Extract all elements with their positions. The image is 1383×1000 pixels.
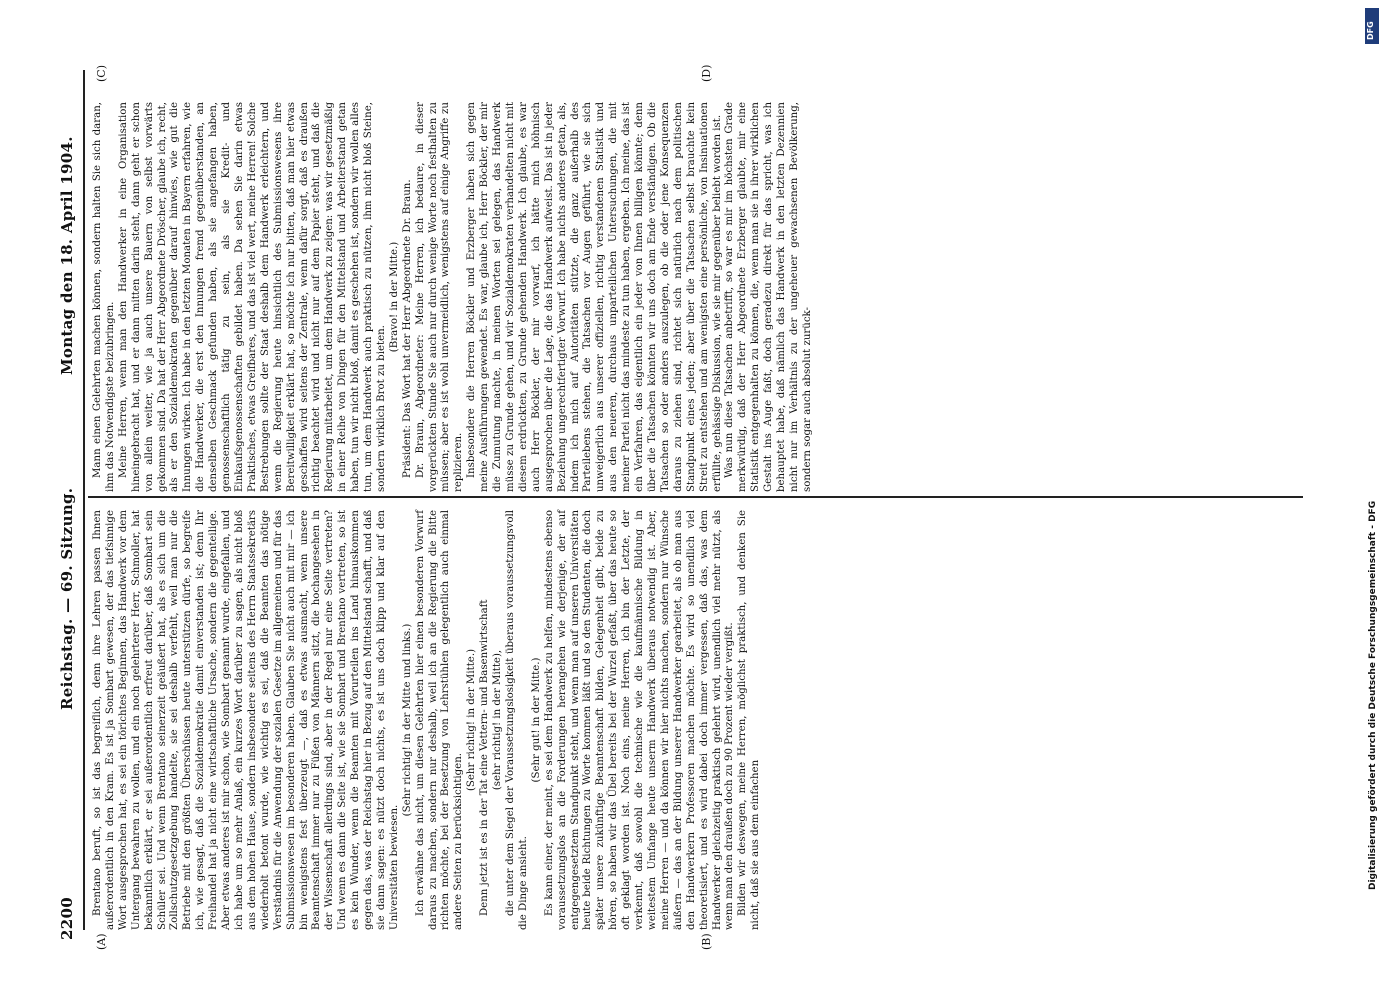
right-column-paragraph: Präsident: Das Wort hat der Herr Abgeordnete Dr. Braun. xyxy=(401,179,413,478)
left-column-paragraph: (Sehr richtig! in der Mitte.) xyxy=(466,648,478,792)
right-column xyxy=(92,102,815,492)
left-column-paragraph: (Sehr gut! in der Mitte.) xyxy=(530,657,542,783)
left-column-paragraph: Brentano beruft, so ist das begreiflich, denn ihre Lehren passen Ihnen außerordentlich in den Kram. Es ist ja Sombart gewesen, der das tiefsinnige Wort ausgesprochen hat, es sei ein törichtes Beginnen, das Handwerk vor dem Untergang bewahren zu wollen, und ein noch gelehrterer Herr, Schmoller, hat bekanntlich erklärt, er sei außerordentlich erfreut darüber, daß Sombart sein Schüler sei. Und wenn Brentano seinerzeit geäußert hat, als es sich um die Zollschutzgesetzgebung handelte, sie sei deshalb verfehlt, weil man nur die Betriebe mit den größten Überschüssen heute unterstützen dürfe, so begreife ich, wie gesagt, daß die Sozialdemokratie damit einverstanden ist; denn Ihr Freihandel hat ja nicht eine wirtschaftliche Ursache, sondern die gegenteilige. Aber etwas anderes ist mir schon, wie Sombart genannt wurde, eingefallen, und ich habe um so mehr Anlaß, ein kurzes Wort darüber zu sagen, als nicht bloß aus dem hohen Hause, sondern insbesondere seitens des Herrn Staatssekretärs wiederholt betont wurde, wie wichtig es sei, daß die Beamten das nötige Verständnis für die Anwendung der sozialen Gesetze im allgemeinen und für das Submissionswesen im besonderen haben. Glauben Sie nicht auch mit mir — ich bin wenigstens fest überzeugt —, daß es etwas ausmacht, wenn unsere Beamtenschaft immer nur zu Füßen von Männern sitzt, die hochangesehen in der Wissenschaft allerdings sind, aber in der Regel nur eine Seite vertreten? Und wenn es dann die Seite ist, wie sie Sombart und Brentano vertreten, so ist es kein Wunder, wenn die Beamten mit Vorurteilen ins Land hinauskommen gegen das, was der Reichstag hier in Bezug auf den Mittelstand schafft, und daß sie dann sagen: es nützt doch nichts, es ist uns doch klipp und klar auf den Universitäten bewiesen. xyxy=(92,510,400,930)
right-column-paragraph: Was nun diese Tatsachen anbetrifft, so war es mir im höchsten Grade merkwürdig, daß der Herr Abgeordnete Erzberger glaubte, mir eine Statistik entgegenhalten zu können, die, wenn man sie in ihrer wirklichen Gestalt ins Auge faßt, doch geradezu direkt für das spricht, was ich behauptet habe, daß nämlich das Handwerk in den letzten Dezennien nicht nur im Verhältnis zu der ungeheuer gewachsenen Bevölkerung, sondern sogar auch absolut zurück- xyxy=(724,102,813,492)
right-column-paragraph: Dr. Braun, Abgeordneter: Meine Herren, ich bedaure, in dieser vorgerückten Stunde Sie auch nur durch wenige Worte noch festhalten zu müssen; aber es ist wohl unvermeidlich, wenigstens auf einige Angriffe zu replizieren. xyxy=(414,102,465,492)
right-column-paragraph: Mann einen Gelehrten machen können, sondern halten Sie sich daran, ihm das Notwendigste beizubringen. xyxy=(92,102,116,492)
left-column-paragraph: (Sehr richtig! in der Mitte und links.) xyxy=(401,623,413,817)
left-column-paragraph: Denn jetzt ist es in der Tat eine Vettern- und Basenwirtschaft xyxy=(479,599,491,916)
margin-marker-b: (B) xyxy=(700,933,713,950)
digitization-credit: Digitalisierung gefördert durch die Deutsche Forschungsgemeinschaft - DFG xyxy=(1368,500,1378,890)
right-column-paragraph: (Bravo! in der Mitte.) xyxy=(388,241,400,353)
column-separator xyxy=(88,496,1303,498)
header-rule xyxy=(83,70,85,930)
margin-marker-c: (C) xyxy=(95,65,108,82)
left-column xyxy=(92,510,763,930)
margin-marker-a: (A) xyxy=(95,933,108,950)
page-number: 2200 xyxy=(58,897,76,940)
dfg-logo: DFG xyxy=(1365,8,1379,44)
right-column-paragraph: Meine Herren, wenn man den Handwerker in eine Organisation hineingebracht hat, und er dann mitten darin steht, dann geht er schon von allein weiter, wie ja auch unsere Bauern von selbst vorwärts gekommen sind. Da hat der Herr Abgeordnete Dröscher, glaube ich, recht, als er den Sozialdemokraten gegenüber darauf hinwies, wie gut die Innungen wirken. Ich habe in den letzten Monaten in Bayern erfahren, wie die Handwerker, die erst den Innungen fremd gegenüberstanden, an denselben Geschmack gefunden haben, als sie angefangen haben, genossenschaftlich tätig zu sein, als sie Kredit- und Einkaufsgenossenschaften gebildet haben. Da sehen Sie darin etwas Praktisches, etwas Greifbares, und das ist viel wert, meine Herren! Solche Bestrebungen sollte der Staat deshalb dem Handwerk erleichtern, und wenn die Regierung heute hinsichtlich des Submissionswesens ihre Bereitwilligkeit erklärt hat, so möchte ich nur bitten, daß man hier etwas geschaffen wird seitens der Zentrale, wenn dafür sorgt, daß es draußen richtig beachtet wird und nicht nur auf dem Papier steht, und daß die Regierung mitarbeitet, um dem Handwerk zu zeigen: was wir gesetzmäßig in einer Reihe von Dingen für den Mittelstand und Arbeiterstand getan haben, tun wir nicht bloß, damit es geschehen ist, sondern wir wollen alles tun, um dem Handwerk auch praktisch zu nützen, ihm nicht bloß Steine, sondern wirklich Brot zu bieten. xyxy=(117,102,387,492)
right-column-paragraph: Insbesondere die Herren Böckler und Erzberger haben sich gegen meine Ausführungen gewendet. Es war, glaube ich, Herr Böckler, der mir die Zumutung machte, in meinen Worten sei gelegen, das Handwerk müsse zu Grunde gehen, und wir Sozialdemokraten verhandelten nicht mit diesem erdrückten, zu Grunde gehenden Handwerk. Ich glaube, es war auch Herr Böckler, der mir vorwarf, ich hätte mich höhnisch ausgesprochen über die Lage, die das Handwerk aufweist. Das ist in jeder Beziehung ungerechtfertigter Vorwurf. Ich habe nichts anderes getan, als, indem ich mich auf Autoritäten stützte, die ganz außerhalb des Parteilebens stehen, die Tatsachen vor Augen geführt, wie sie sich unweigerlich aus unserer offiziellen, richtig verstandenen Statistik und aus den neueren, durchaus unparteilichen Untersuchungen, die mit meiner Partei nicht das mindeste zu tun haben, ergeben. Ich meine, das ist ein Verfahren, das eigentlich ein jeder von Ihnen billigen könnte; denn über die Tatsachen könnten wir uns doch am Ende verständigen. Ob die Tatsachen so oder anders auszulegen, ob die oder jene Konsequenzen daraus zu ziehen sind, richtet sich natürlich nach dem politischen Standpunkt eines jeden; aber über die Tatsachen selbst brauchte kein Streit zu entstehen und am wenigsten eine persönliche, von Insinuationen erfüllte, gehässige Diskussion, wie sie mir gegenüber beliebt worden ist. xyxy=(466,102,723,492)
left-column-paragraph: Bilden wir deswegen, meine Herren, möglichst praktisch, und denken Sie nicht, daß sie aus dem einfachen xyxy=(737,510,762,930)
margin-marker-d: (D) xyxy=(700,64,713,82)
running-head-left: Reichstag. — 69. Sitzung. xyxy=(58,487,76,710)
left-column-paragraph: Ich erwähne das nicht, um diesen Gelehrten hier einen besonderen Vorwurf daraus zu machen, sondern nur deshalb, weil ich an die Regierung die Bitte richten möchte, bei der Besetzung von Lehrstühlen gelegentlich auch einmal andere Seiten zu berücksichtigen. xyxy=(414,510,465,930)
left-column-paragraph: (sehr richtig! in der Mitte), xyxy=(492,649,504,791)
left-column-paragraph: Es kann einer, der meint, es sei dem Handwerk zu helfen, mindestens ebenso voraussetzungslos an die Forderungen herangehen wie derjenige, der auf entgegengesetztem Standpunkt steht, und wenn man auf unseren Universitäten heute beide Richtungen zu Worte kommen läßt und so den Studenten, die doch später unsere zukünftige Beamtenschaft bilden, Gelegenheit gibt, beide zu hören, so haben wir das Übel bereits bei der Wurzel gefaßt, über das heute so oft geklagt worden ist. Noch eins, meine Herren, ich bin der Letzte, der verkennt, daß sowohl die technische wie die kaufmännische Bildung in weitestem Umfange heute unserm Handwerk überaus notwendig ist. Aber, meine Herren — und da können wir hier nichts machen, sondern nur Wünsche äußern — das an der Bildung unserer Handwerker gearbeitet, als ob man aus den Handwerkern Professoren machen möchte. Es wird so unendlich viel theoretisiert, und es wird dabei doch immer vergessen, daß das, was dem Handwerker gleichzeitig praktisch gelehrt wird, unendlich viel mehr nützt, als wenn man den draußen doch zu 90 Prozent wieder vergißt. xyxy=(543,510,736,930)
running-head-right: Montag den 18. April 1904. xyxy=(58,136,76,375)
left-column-paragraph: die unter dem Siegel der Voraussetzungslosigkeit überaus voraussetzungsvoll die Dinge ansieht. xyxy=(505,510,529,930)
